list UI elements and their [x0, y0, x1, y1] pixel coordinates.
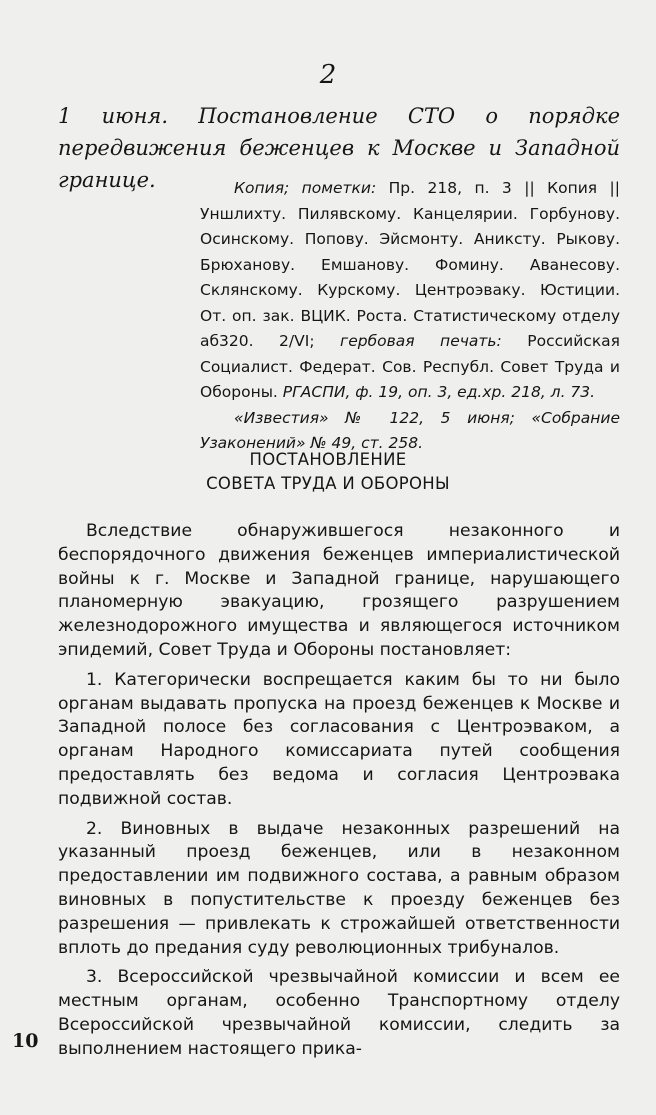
archival-note-copy: [200, 176, 620, 406]
publication-source: «Известия» № 122, 5 июня; «Собрание Узаконений» № 49, ст. 258.: [200, 408, 620, 452]
archival-note: [200, 176, 620, 457]
clause-2: 2. Виновных в выдаче незаконных разрешений на указанный проезд беженцев, или в незаконном предоставлении им подвижного состава, а равным образом виновных в попустительстве к проезду беженцев без разрешения — привлекать к строжайшей ответственности вплоть до предания суду революционных трибуналов.: [58, 818, 620, 958]
copy-label: Копия; пометки:: [234, 179, 377, 197]
resolution-title-line1: ПОСТАНОВЛЕНИЕ: [249, 450, 407, 469]
document-heading: 1 июня. Постановление СТО о порядке передвижения беженцев к Москве и Западной границе.: [58, 104, 620, 192]
resolution-title-line2: СОВЕТА ТРУДА И ОБОРОНЫ: [206, 474, 450, 493]
clause-3: 3. Всероссийской чрезвычайной комиссии и всем ее местным органам, особенно Транспортному отделу Всероссийской чрезвычайной комиссии, следить за выполнением настоящего прика-: [58, 967, 620, 1059]
archive-source: РГАСПИ, ф. 19, оп. 3, ед.хр. 218, л. 73.: [282, 383, 596, 401]
copy-distribution: Пр. 218, п. 3 || Копия || Уншлихту. Пилявскому. Канцелярии. Горбунову. Осинскому. Попову. Эйсмонту. Аниксту. Рыкову. Брюханову. Емшанову. Фомину. Аванесову. Склянскому. Курскому. Центроэваку. Юстиции. От. оп. зак. ВЦИК. Роста. Статистическому отделу аб320. 2/VI;: [200, 179, 620, 350]
page-number: 10: [12, 1030, 39, 1052]
clause-1: 1. Категорически воспрещается каким бы то ни было органам выдавать пропуска на проезд беженцев к Москве и Западной полосе без согласования с Центроэваком, а органам Народного комиссариата путей сообщения предоставлять без ведома и согласия Центроэвака подвижной состав.: [58, 669, 620, 809]
seal-text: Российская Социалист. Федерат. Сов. Республ. Совет Труда и Обороны.: [200, 332, 621, 401]
preamble-paragraph: Вследствие обнаружившегося незаконного и беспорядочного движения беженцев империалистической войны к г. Москве и Западной границе, нарушающего планомерную эвакуацию, грозящего разрушением железнодорожного имущества и являющегося источником эпидемий, Совет Труда и Обороны постановляет:: [58, 521, 620, 660]
document-number: 2: [319, 60, 337, 90]
seal-label: гербовая печать:: [340, 332, 502, 350]
resolution-title: [0, 448, 656, 496]
resolution-body: [58, 520, 620, 1068]
